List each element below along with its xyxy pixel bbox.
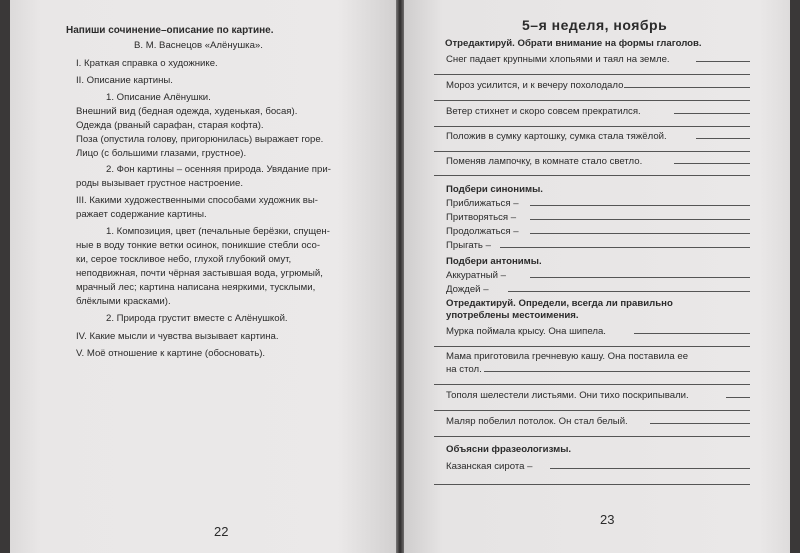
answer-line <box>696 61 750 62</box>
outline-line: V. Моё отношение к картине (обосновать). <box>76 348 266 359</box>
sentence: Мама приготовила гречневую кашу. Она поставила ее <box>446 351 689 362</box>
answer-line <box>434 384 750 385</box>
outline-line: Поза (опустила голову, пригорюнилась) выражает горе. <box>76 134 324 145</box>
answer-line <box>650 423 750 424</box>
outline-line: ки, серое тоскливое небо, глухой глубокий омут, <box>76 254 292 265</box>
answer-line <box>624 87 750 88</box>
word-prompt: Продолжаться – <box>446 226 519 237</box>
outline-line: 1. Описание Алёнушки. <box>106 92 211 103</box>
answer-line <box>550 468 750 469</box>
outline-line: I. Краткая справка о художнике. <box>76 58 218 69</box>
sentence: Мороз усилится, и к вечеру похолодало. <box>446 80 627 91</box>
outline-line: ражает содержание картины. <box>76 209 207 220</box>
answer-line <box>726 397 750 398</box>
outline-line: неподвижная, почти чёрная застывшая вода, угрюмый, <box>76 268 323 279</box>
answer-line <box>674 113 750 114</box>
answer-line <box>530 205 750 206</box>
task-heading: употреблены местоимения. <box>446 310 579 321</box>
outline-line: блёклыми красками). <box>76 296 171 307</box>
outline-line: мрачный лес; картина написана неяркими, тусклыми, <box>76 282 316 293</box>
answer-line <box>530 219 750 220</box>
answer-line <box>434 436 750 437</box>
answer-line <box>696 138 750 139</box>
word-prompt: Прыгать – <box>446 240 491 251</box>
sentence: Снег падает крупными хлопьями и таял на земле. <box>446 54 670 65</box>
sentence: Мурка поймала крысу. Она шипела. <box>446 326 606 337</box>
task-heading: Подбери синонимы. <box>446 184 543 195</box>
answer-line <box>434 484 750 485</box>
left-page <box>10 0 396 553</box>
page-number: 22 <box>214 524 229 539</box>
outline-line: 1. Композиция, цвет (печальные берёзки, спущен- <box>106 226 330 237</box>
right-page <box>404 0 790 553</box>
answer-line <box>674 163 750 164</box>
answer-line <box>434 100 750 101</box>
answer-line <box>530 233 750 234</box>
task-heading: Объясни фразеологизмы. <box>446 444 572 455</box>
answer-line <box>634 333 750 334</box>
answer-line <box>530 277 750 278</box>
word-prompt: Аккуратный – <box>446 270 506 281</box>
outline-line: Одежда (рваный сарафан, старая кофта). <box>76 120 264 131</box>
answer-line <box>434 410 750 411</box>
answer-line <box>484 371 750 372</box>
left-title: Напиши сочинение–описание по картине. <box>66 25 274 36</box>
outline-line: 2. Фон картины – осенняя природа. Увядание при- <box>106 164 331 175</box>
book-gutter <box>396 0 404 553</box>
left-subtitle: В. М. Васнецов «Алёнушка». <box>134 40 263 51</box>
task-heading: Отредактируй. Обрати внимание на формы глаголов. <box>445 38 702 49</box>
word-prompt: Казанская сирота – <box>446 461 533 472</box>
answer-line <box>434 151 750 152</box>
answer-line <box>434 175 750 176</box>
answer-line <box>434 74 750 75</box>
answer-line <box>434 346 750 347</box>
word-prompt: Приближаться – <box>446 198 519 209</box>
answer-line <box>508 291 750 292</box>
outline-line: III. Какими художественными способами художник вы- <box>76 195 318 206</box>
sentence: Поменяв лампочку, в комнате стало светло. <box>446 156 643 167</box>
outline-line: Внешний вид (бедная одежда, худенькая, босая). <box>76 106 298 117</box>
answer-line <box>500 247 750 248</box>
outline-line: ные в воду тонкие ветки осинок, поникшие стебли осо- <box>76 240 321 251</box>
outline-line: IV. Какие мысли и чувства вызывает картина. <box>76 331 279 342</box>
sentence: Ветер стихнет и скоро совсем прекратился. <box>446 106 641 117</box>
word-prompt: Притворяться – <box>446 212 517 223</box>
answer-line <box>434 126 750 127</box>
week-header: 5–я неделя, ноябрь <box>522 17 668 33</box>
outline-line: 2. Природа грустит вместе с Алёнушкой. <box>106 313 288 324</box>
task-heading: Отредактируй. Определи, всегда ли правильно <box>446 298 673 309</box>
sentence: на стол. <box>446 364 482 375</box>
outline-line: роды вызывает грустное настроение. <box>76 178 244 189</box>
sentence: Маляр побелил потолок. Он стал белый. <box>446 416 628 427</box>
outline-line: II. Описание картины. <box>76 75 173 86</box>
word-prompt: Дождей – <box>446 284 489 295</box>
sentence: Тополя шелестели листьями. Они тихо поскрипывали. <box>446 390 689 401</box>
page-number: 23 <box>600 512 615 527</box>
sentence: Положив в сумку картошку, сумка стала тяжёлой. <box>446 131 667 142</box>
outline-line: Лицо (с большими глазами, грустное). <box>76 148 247 159</box>
task-heading: Подбери антонимы. <box>446 256 542 267</box>
